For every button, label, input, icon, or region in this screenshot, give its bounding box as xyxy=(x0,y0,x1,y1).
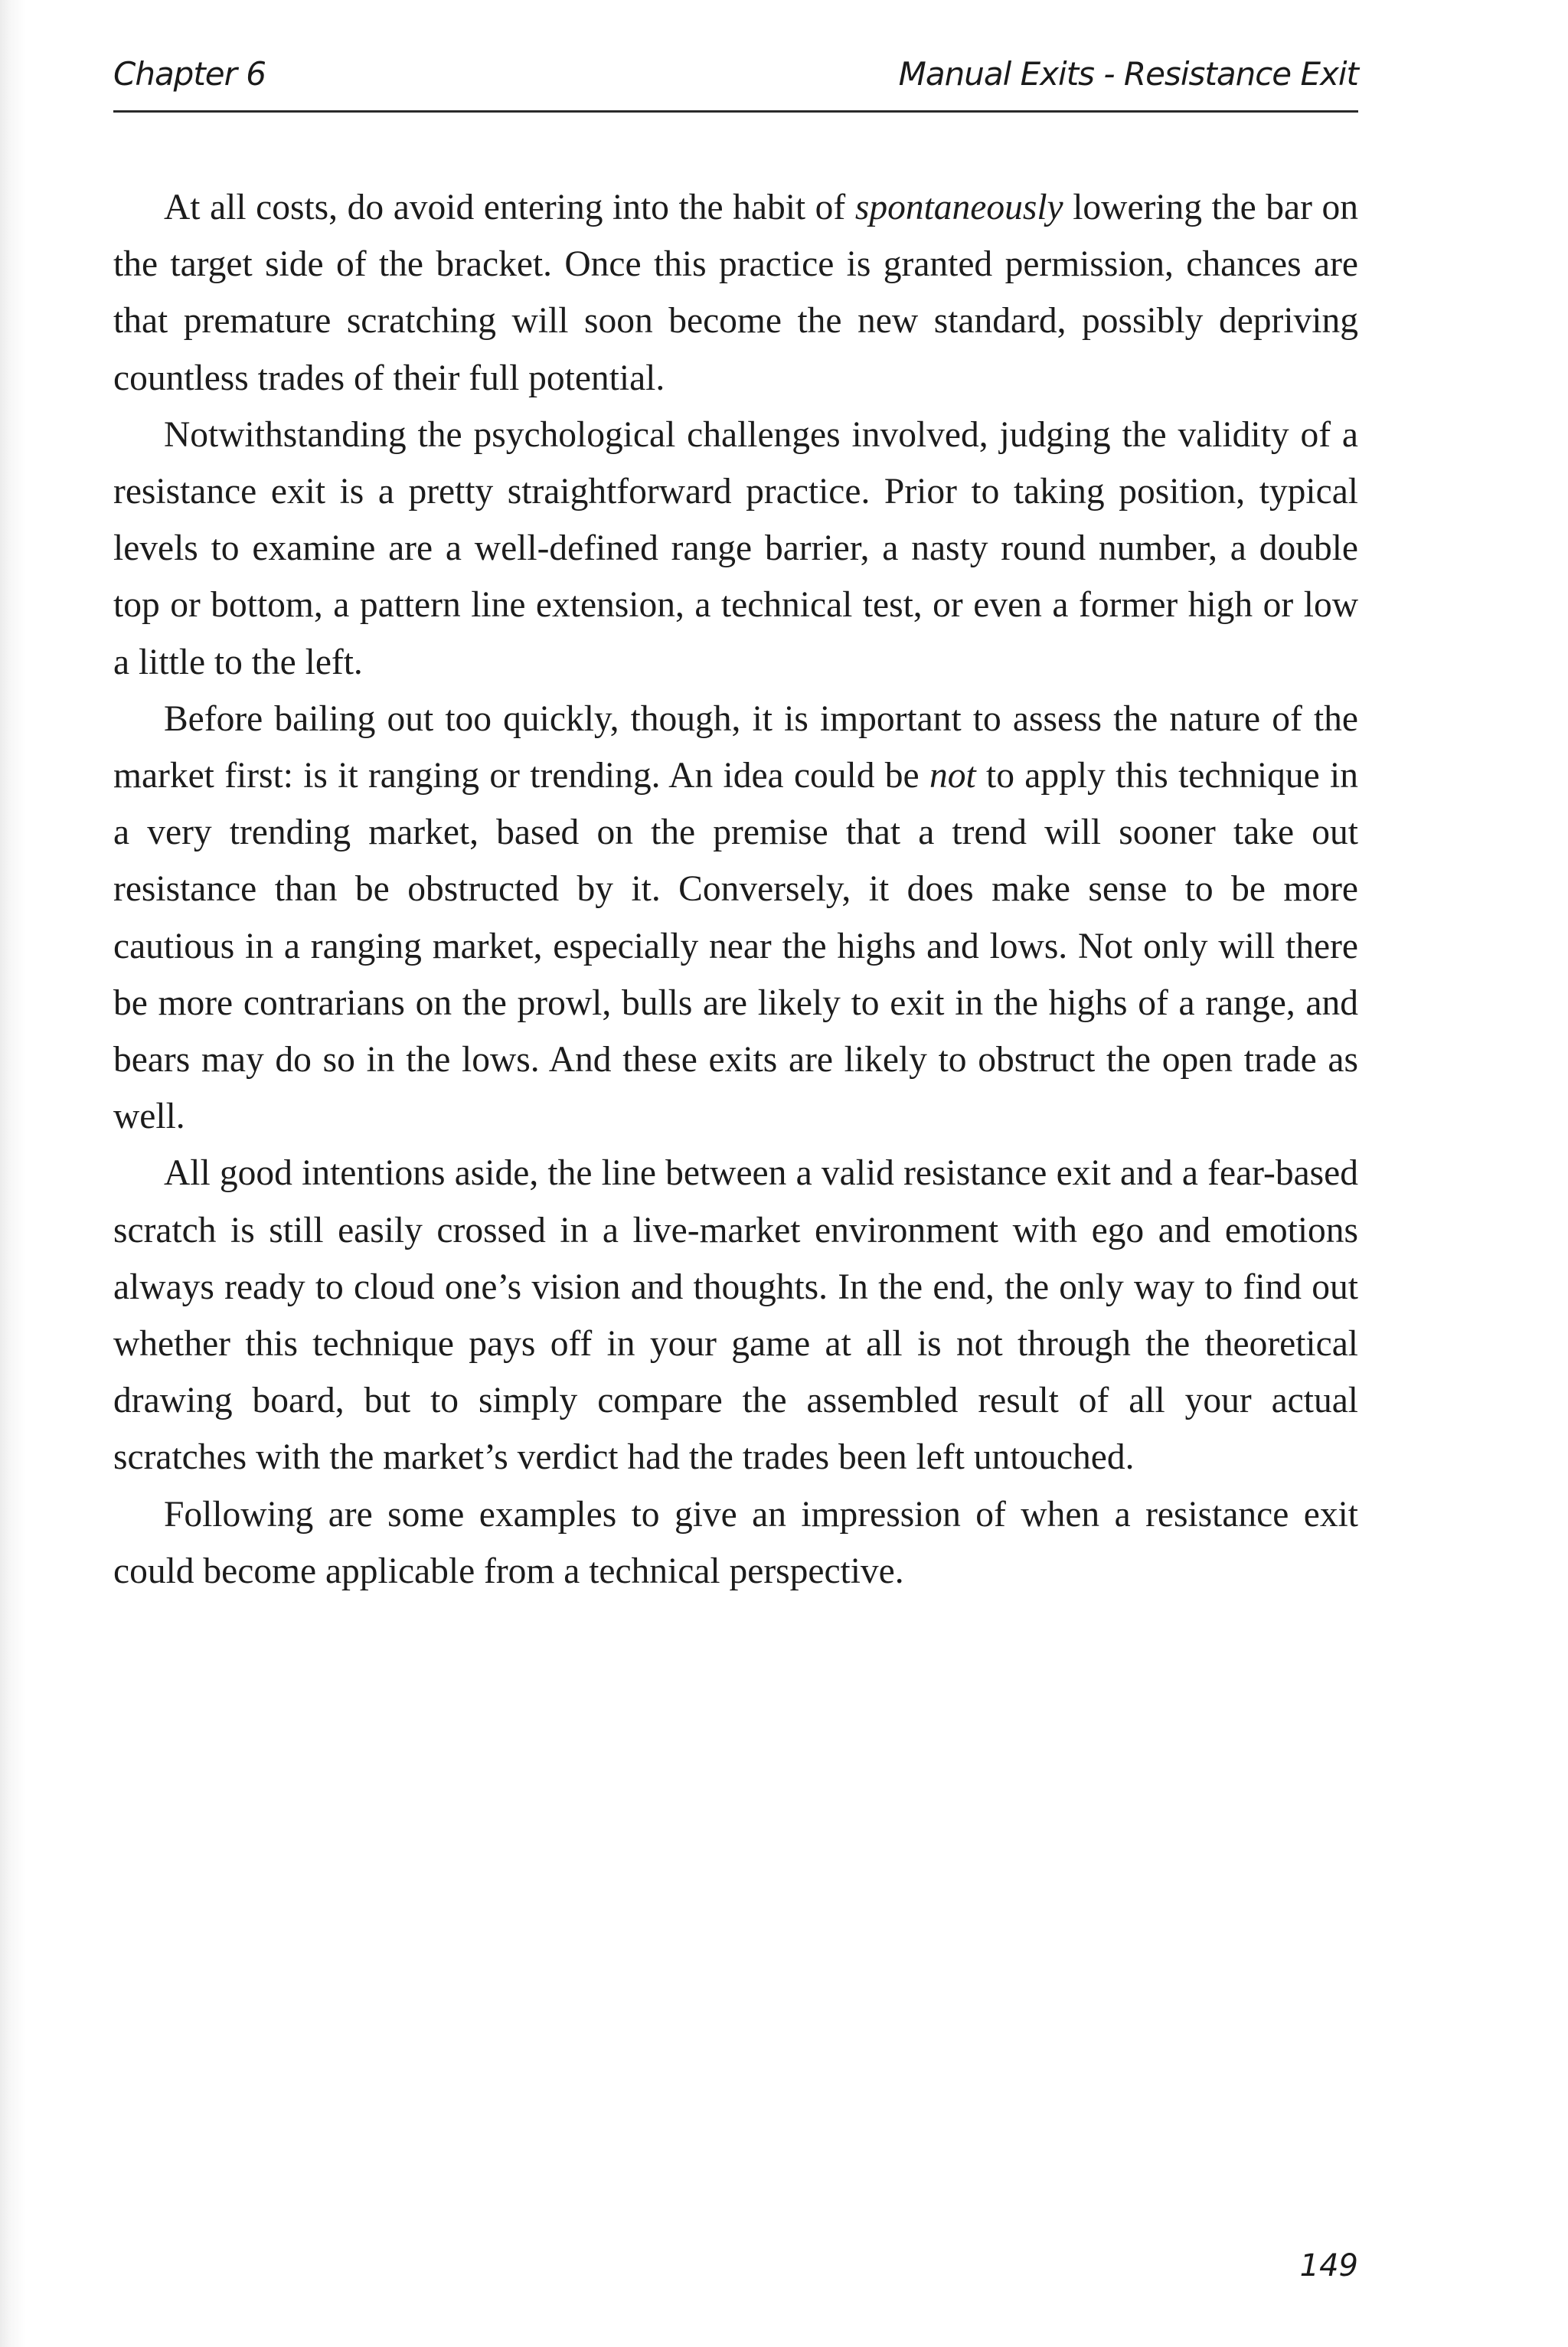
paragraph-4: All good intentions aside, the line between a valid resistance exit and a fear-based scratch is still easily crossed in a live-market environment with ego and emotions always ready to cloud one’s vision and thoughts. In the end, the only way to find out whether this technique pays off in your game at all is not through the theoretical drawing board, but to simply compare the assembled result of all your actual scratches with the market’s verdict had the trades been left untouched. xyxy=(113,1153,1358,1478)
chapter-label: Chapter 6 xyxy=(113,55,266,93)
paragraph-3: Before bailing out too quickly, though, it is important to assess the nature of the market first: is it ranging or trending. An idea could be not to apply this technique in a very trending market, based on the premise that a trend will sooner take out resistance than be obstructed by it. Conversely, it does make sense to be more cautious in a ranging market, especially near the highs and lows. Not only will there be more contrarians on the prowl, bulls are likely to exit in the highs of a range, and bears may do so in the lows. And these exits are likely to obstruct the open trade as well. xyxy=(113,698,1358,1137)
body-text xyxy=(113,179,1358,1600)
emphasis-spontaneously: spontaneously xyxy=(854,188,1063,227)
paragraph-2: Notwithstanding the psychological challenges involved, judging the validity of a resistance exit is a pretty straightforward practice. Prior to taking position, typical levels to examine are a well-defined range barrier, a nasty round number, a double top or bottom, a pattern line extension, a technical test, or even a former high or low a little to the left. xyxy=(113,414,1358,682)
paragraph-1: At all costs, do avoid entering into the habit of spontaneously lowering the bar on the target side of the bracket. Once this practice is granted permission, chances are that premature scratching will soon become the new standard, possibly depriving countless trades of their full potential. xyxy=(113,188,1358,398)
running-header xyxy=(113,49,1358,110)
section-title: Manual Exits - Resistance Exit xyxy=(898,55,1358,93)
emphasis-not: not xyxy=(929,756,976,796)
page-number: 149 xyxy=(1299,2248,1358,2283)
header-rule xyxy=(113,110,1358,113)
paragraph-5: Following are some examples to give an impression of when a resistance exit could become applicable from a technical perspective. xyxy=(113,1494,1358,1591)
